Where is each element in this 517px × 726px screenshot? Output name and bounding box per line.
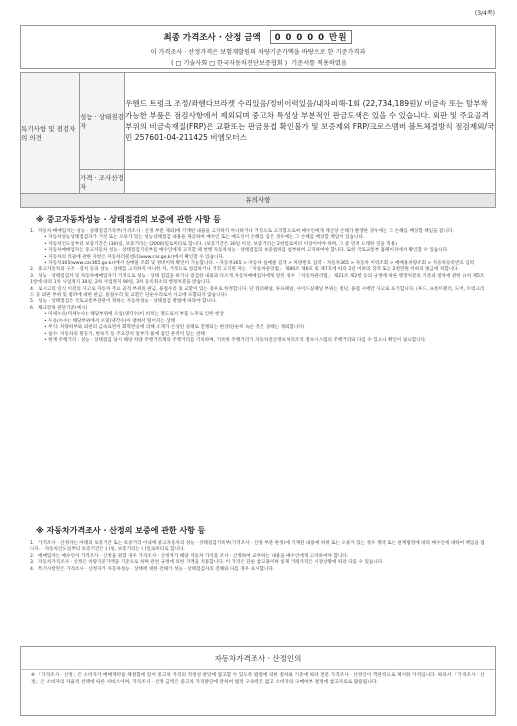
summary-title-label: 최종 가격조사 · 산정 금액	[163, 33, 261, 43]
notice-item-number: 4.	[30, 286, 35, 292]
opinion-row-label: 특기사항 및 점검자의 의견	[21, 73, 80, 194]
notice-item-text: 자동차365(www.car365.go.kr)에서 실매물 조회 및 정비이력 확인이 가능합니다. – 자동차365 > 자동차 실매물 검색 > 차량번호 입력 – 자동차365 > 자동차 이력조회 > 매매용차량조회 > 자동차등록번호 입력	[48, 261, 475, 267]
notice-item-text: 매매업자는 매수인이 가격조사 · 산정을 원할 경우 가격조사 · 산정자가 해당 자동차 가격을 조사 · 산정하여 교부하는 내용을 매수인에게 고지하여야 합니다.	[38, 553, 349, 559]
notice-item-text: 가격조사 · 산정자는 아래의 보증기간 또는 보증거리 이내에 중고자동차의 성능 · 상태점검기록부(가격조사 · 산정 부분 한정)에 기재된 내용에 허위 또는 오류가 있는 경우 계약 또는 관계법령에 따라 매수인에 대하여 책임을 집니다. · 자동차인도일부터 보증기간은 ( )일, 보증거리는 ( )킬로미터로 합니다.	[30, 541, 485, 553]
notice-item-text: 중고자동차의 구조 · 장치 등의 성능 · 상태를 고지하지 아니한 자, 거짓으로 점검하거나 거짓 고지한 자는 「자동차관리법」 제80조 제6호 및 제7호에 따라 2년 이하의 징역 또는 2천만원 이하의 벌금에 처합니다.	[38, 267, 460, 273]
section1-list	[30, 229, 488, 344]
price-assessor-label: 가격 · 조사산정자	[80, 170, 125, 194]
summary-amount: 0 0 0 0 0 만원	[270, 30, 353, 44]
notice-item-number: 3.	[30, 560, 35, 566]
notice-item	[30, 274, 488, 287]
notice-item-text: 현재 주행거리 : 성능 · 상태점검 당시 해당 차량 주행거리계의 주행거리를 기록하며, 기록한 주행거리가 자동차전산정보처리조직 정보시스템의 주행거리와 다를 수 있으니 확인이 필요합니다.	[48, 337, 427, 343]
notice-item-number: 3.	[30, 273, 35, 279]
performance-inspector-opinion: 우핸드 트렁크 조정/좌핸다브라켓 수리있음/정비이력있음/내차피해-1회 (22,734,189원)/ 비금속 또는 탈부착 가능한 부품은 점검사항에서 제외되며 중고차 특성상 부분적인 판금도색은 있을 수 있습니다. 외판 및 주요골격부위의 비금속재질(FRP)은 교환또는 판금용접 확인불가 및 보증제외 FRP/크로스멤버 볼트체결방식 점검제외/국민 257601-04-211425 비엠모터스	[125, 73, 496, 170]
summary-line-2	[21, 58, 495, 67]
standard-checkboxes[interactable]: ( □ 기술사회 □ 한국자동차진단보증협회 )	[171, 60, 288, 67]
notice-item-number: 6.	[30, 305, 35, 311]
notice-header: 유의사항	[20, 193, 496, 208]
page-number: (3/4쪽)	[474, 10, 495, 17]
section2-list	[30, 541, 488, 573]
notice-item-text: 부식: 차량하부와 외판의 금속표면이 화학반응에 의해 소재가 손상된 상태로 진행되는 현상(단순히 녹슨 것은 상태는 제외합니다)	[48, 325, 305, 331]
summary-line-1: 이 가격조사 · 산정가격은 보험개발원의 차량기준가액을 바탕으로 한 기준가격과	[150, 49, 366, 56]
notice-item-text: 자동차성능상태점검자가 거짓 또는 오류가 있는 성능상태점검 내용을 제공하여 매수인 또는 매도인이 손해를 입은 경우에는 그 손해를 배상할 책임이 있습니다.	[48, 235, 365, 241]
summary-line-2-text: 기준서를 적용하였음	[291, 60, 347, 67]
notice-item-text: 특기사항란은 가격조사 · 산정자가 자동차성능 · 상태에 대한 견해가 성능 · 상태점검자의 견해와 다를 경우 표시합니다.	[38, 566, 275, 572]
notice-item-number: 2.	[30, 553, 35, 559]
notice-item-text: 체크항목 판단기준(예시)	[38, 305, 88, 311]
section1-title: ※ 중고자동차성능 · 상태점검의 보증에 관한 사항 등	[36, 215, 221, 224]
opinion-table	[20, 72, 496, 194]
price-summary-box	[20, 25, 496, 69]
notice-item	[30, 287, 488, 300]
notice-item-number: 5.	[30, 299, 35, 305]
signature-box	[20, 646, 496, 716]
summary-title	[21, 30, 495, 44]
notice-item-number: 1.	[30, 541, 35, 546]
notice-item-text: 자동차매매업자는 중고자동차 성능 · 상태점검기록부를 매수인에게 고지할 때 현행 자동차성능 · 상태점검의 보증범위를 첨부하여 고지하여야 합니다. 또한 국토교통부 홈페이지에서 확인할 수 있습니다.	[48, 248, 449, 254]
notice-item	[30, 338, 488, 344]
signature-title: 자동차가격조사 · 산정인의	[214, 654, 302, 663]
notice-item-number: 1.	[30, 229, 35, 234]
notice-item-text: 성능 · 상태점검자 및 자동차매매업자가 거짓으로 성능 · 상태 점검을 하거나 점검한 내용과 다르게 자동차매매업자에게 알린 경우 「자동차관리법」 제21조 제2항 등의 규정에 따른 행정처분의 기준과 절차에 관한 규칙 제5조 1항에 따라 1차 사업정지 30일, 2차 사업정지 90일, 3차 등록취소의 행정처분을 받습니다.	[30, 273, 485, 286]
signature-note: ※ 「가격조사 · 산정」은 소비자가 매매계약을 체결함에 있어 중고차 가격의 적정성 판단에 참고할 수 있도록 법령에 의한 절차와 기준에 따라 전문 가격조사 · 산정인이 객관적으로 제시한 가격입니다. 따라서 「가격조사 · 산정」은 소비자의 자율적 선택에 따른 서비스이며, 가격조사 · 산정 금액은 중고차 가격판단에 관하여 법적 구속력은 없고 소비자의 구매여부 결정에 참고자료로 활용됩니다.	[31, 673, 485, 685]
notice-item-text: 자동차가격조사 · 산정은 차량기준가액을 기준으로 하며 관련 규정에 의한 가액을 적용합니다. 이 가격은 단순 참고용이며 실제 거래가격은 시장상황에 따라 다를 수 있습니다.	[38, 560, 384, 566]
performance-inspector-label: 성능 · 상태점검자	[80, 73, 125, 170]
notice-item-text: 자동차인도일부터 보증기간은 (30)일, 보증거리는 (2000)킬로미터로 합니다. (보증기간은 30일 이상, 보증거리는 2천킬로미터 이상이어야 하며, 그 중 먼저 도래한 것을 적용)	[48, 241, 397, 247]
notice-item-text: 로시고의 연식 이전의 사고로 자동차 주요 골격 부위의 판금, 용접수리 및 교환이 있는 경우로 한정합니다. 단 쿼터패널, 루프패널, 사이드실패널 부위는 절단, 용접 시에만 사고로 표기합니다. (후드, 프론트펜더, 도어, 트렁크리드 등 외판 부위 및 범퍼에 대한 판금, 용접수리 및 교환은 단순수리로서 사고에 포함되지 않습니다)	[30, 286, 485, 299]
section2-title: ※ 자동차가격조사 · 산정의 보증에 관한 사항 등	[36, 526, 206, 535]
notice-item-text: 자동차 매매업자는 성능 · 상태점검기록부(가격조사 · 산정 부분 제외)에 기재된 내용을 고지하지 아니하거나 거짓으로 고지함으로써 매수인에게 재산상 손해가 발생한 경우에는 그 손해를 배상할 책임을 집니다.	[38, 229, 454, 234]
notice-item-text: 침수: 자동차의 원동기, 변속기 등 주요장치 일부가 물에 잠긴 흔적이 있는 상태	[48, 331, 205, 337]
notice-item	[30, 541, 488, 554]
notice-item	[30, 567, 488, 573]
notice-item-text: 자동차의 리콜에 관한 사항은 자동차리콜센터(www.car.go.kr)에서 확인할 수 있습니다.	[48, 254, 225, 260]
notice-item-text: 미세누유(미세누수): 해당부위에 오일(냉각수)이 비치는 정도로서 부품 노후로 인한 현상	[48, 312, 224, 318]
notice-item-text: 성능 · 상태점검은 국토교통부장관이 정하는 자동차성능 · 상태점검 방법에 따라야 합니다.	[38, 299, 217, 305]
notice-item-text: 누유(누수): 해당부위에서 오일(냉각수)이 맺혀서 떨어지는 상태	[48, 318, 176, 324]
notice-item-number: 4.	[30, 566, 35, 572]
notice-item-number: 2.	[30, 267, 35, 273]
price-assessor-opinion	[125, 170, 496, 194]
